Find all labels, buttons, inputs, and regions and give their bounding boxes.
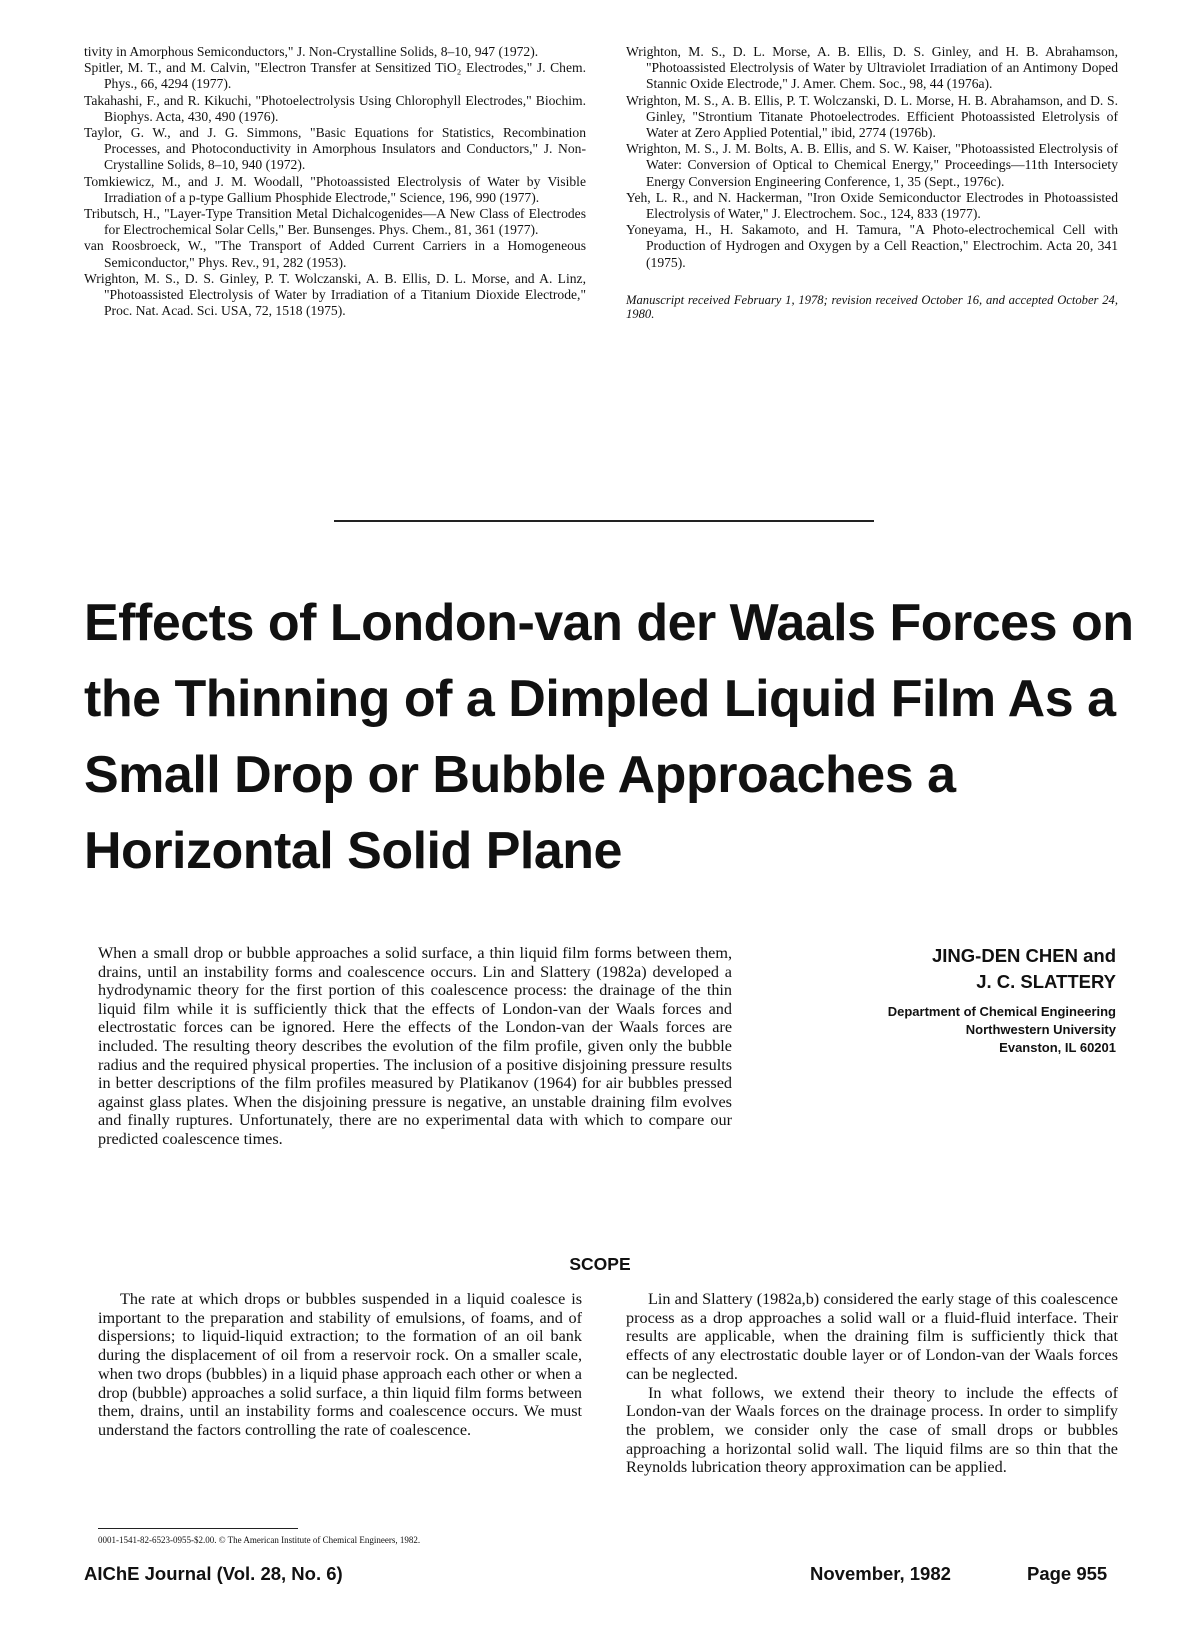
reference-entry: Tomkiewicz, M., and J. M. Woodall, "Photoassisted Electrolysis of Water by Visible Irradiation of a p-type Gallium Phosphide Electrode," Science, 196, 990 (1977). bbox=[84, 173, 586, 205]
abstract: When a small drop or bubble approaches a solid surface, a thin liquid film forms between them, drains, until an instability forms and coalescence occurs. Lin and Slattery (1982a) developed a hydrodynamic theory for the first portion of this coalescence process: the drainage of the thin liquid film while it is sufficiently thick that the effects of London-van der Waals forces and electrostatic forces can be ignored. Here the effects of the London-van der Waals forces are included. The resulting theory describes the evolution of the film profile, given only the bubble radius and the required physical properties. The inclusion of a positive disjoining pressure results in better descriptions of the film profiles measured by Platikanov (1964) for air bubbles pressed against glass plates. When the disjoining pressure is negative, an unstable draining film evolves and finally ruptures. Unfortunately, there are no experimental data with which to compare our predicted coalescence times. bbox=[98, 944, 732, 1148]
section-divider bbox=[334, 520, 874, 522]
author-line-1: JING-DEN CHEN and bbox=[932, 945, 1116, 966]
reference-entry: Wrighton, M. S., D. S. Ginley, P. T. Wolczanski, A. B. Ellis, D. L. Morse, and A. Linz, "Photoassisted Electrolysis of Water by Irradiation of a Titanium Dioxide Electrode," Proc. Nat. Acad. Sci. USA, 72, 1518 (1975). bbox=[84, 270, 586, 319]
reference-entry: tivity in Amorphous Semiconductors," J. Non-Crystalline Solids, 8–10, 947 (1972). bbox=[84, 44, 539, 59]
article-title: Effects of London-van der Waals Forces on the Thinning of a Dimpled Liquid Film As a Small Drop or Bubble Approaches a Horizontal Solid Plane bbox=[84, 594, 1134, 880]
footnote-rule bbox=[98, 1528, 298, 1529]
reference-entry: Yeh, L. R., and N. Hackerman, "Iron Oxide Semiconductor Electrodes in Photoassisted Electrolysis of Water," J. Electrochem. Soc., 124, 833 (1977). bbox=[626, 189, 1118, 222]
affiliation-university: Northwestern University bbox=[965, 1022, 1116, 1037]
reference-entry: Taylor, G. W., and J. G. Simmons, "Basic Equations for Statistics, Recombination Processes, and Photoconductivity in Amorphous Insulators and Conductors," J. Non-Crystalline Solids, 8–10, 940 (1972). bbox=[84, 125, 586, 173]
reference-entry: Wrighton, M. S., D. L. Morse, A. B. Ellis, D. S. Ginley, and H. B. Abrahamson, "Photoassisted Electrolysis of Water by Ultraviolet Irradiation of an Antimony Doped Stannic Oxide Electrode," J. Amer. Chem. Soc., 98, 44 (1976a). bbox=[626, 44, 1118, 92]
manuscript-received-note: Manuscript received February 1, 1978; revision received October 16, and accepted October 24, 1980. bbox=[626, 292, 1118, 322]
scope-paragraph: The rate at which drops or bubbles suspended in a liquid coalesce is important to the preparation and stability of emulsions, of foams, and of dispersions; to liquid-liquid extraction; to the formation of an oil bank during the displacement of oil from a reservoir rock. On a smaller scale, when two drops (bubbles) in a liquid phase approach each other or when a drop (bubble) approaches a solid surface, a thin liquid film forms between them, drains, until an instability forms and coalescence occurs. We must understand the factors controlling the rate of coalescence. bbox=[98, 1290, 582, 1439]
reference-entry: Wrighton, M. S., A. B. Ellis, P. T. Wolczanski, D. L. Morse, H. B. Abrahamson, and D. S. Ginley, "Strontium Titanate Photoelectrodes. Efficient Photoassisted Eletrolysis of Water at Zero Applied Potential," ibid, 2774 (1976b). bbox=[626, 92, 1118, 141]
references-right-column bbox=[626, 44, 1118, 334]
scope-paragraph: Lin and Slattery (1982a,b) considered the early stage of this coalescence process as a drop approaches a solid wall or a fluid-fluid interface. Their results are applicable, when the draining film is sufficiently thick that effects of any electrostatic double layer or of London-van der Waals forces can be neglected. bbox=[626, 1290, 1118, 1383]
references-left-column bbox=[84, 44, 586, 319]
scope-right-column bbox=[626, 1290, 1118, 1477]
reference-entry: Spitler, M. T., and M. Calvin, "Electron Transfer at Sensitized TiO₂ Electrodes," J. Chem. Phys., 66, 4294 (1977). bbox=[84, 60, 586, 92]
author-block bbox=[816, 943, 1116, 1057]
reference-entry: Takahashi, F., and R. Kikuchi, "Photoelectrolysis Using Chlorophyll Electrodes," Biochim. Biophys. Acta, 430, 490 (1976). bbox=[84, 92, 586, 124]
reference-entry: Tributsch, H., "Layer-Type Transition Metal Dichalcogenides—A New Class of Electrodes for Electrochemical Solar Cells," Ber. Bunsenges. Phys. Chem., 81, 361 (1977). bbox=[84, 206, 586, 238]
footer-page-number: Page 955 bbox=[1027, 1563, 1108, 1584]
reference-entry: Yoneyama, H., H. Sakamoto, and H. Tamura, "A Photo-electrochemical Cell with Production of Hydrogen and Oxygen by a Cell Reaction," Electrochim. Acta 20, 341 (1975). bbox=[626, 222, 1118, 270]
copyright-footnote: 0001-1541-82-6523-0955-$2.00. © The American Institute of Chemical Engineers, 1982. bbox=[98, 1535, 421, 1545]
affiliation-department: Department of Chemical Engineering bbox=[887, 1004, 1116, 1019]
scope-paragraph: In what follows, we extend their theory to include the effects of London-van der Waals forces on the drainage process. In order to simplify the problem, we consider only the case of small drops or bubbles approaching a horizontal solid wall. The liquid films are so thin that the Reynolds lubrication theory approximation can be applied. bbox=[626, 1383, 1118, 1477]
reference-entry: Wrighton, M. S., J. M. Bolts, A. B. Ellis, and S. W. Kaiser, "Photoassisted Electrolysis of Water: Conversion of Optical to Chemical Energy," Proceedings—11th Intersociety Energy Conversion Engineering Conference, 1, 35 (Sept., 1976c). bbox=[626, 141, 1118, 189]
scope-heading: SCOPE bbox=[569, 1254, 631, 1274]
footer-journal: AIChE Journal (Vol. 28, No. 6) bbox=[84, 1563, 343, 1584]
author-line-2: J. C. SLATTERY bbox=[976, 971, 1116, 992]
footer-date: November, 1982 bbox=[810, 1563, 951, 1584]
affiliation bbox=[816, 1003, 1116, 1057]
scope-left-column bbox=[98, 1290, 582, 1440]
affiliation-city: Evanston, IL 60201 bbox=[999, 1040, 1116, 1055]
reference-entry: van Roosbroeck, W., "The Transport of Added Current Carriers in a Homogeneous Semiconductor," Phys. Rev., 91, 282 (1953). bbox=[84, 238, 586, 270]
